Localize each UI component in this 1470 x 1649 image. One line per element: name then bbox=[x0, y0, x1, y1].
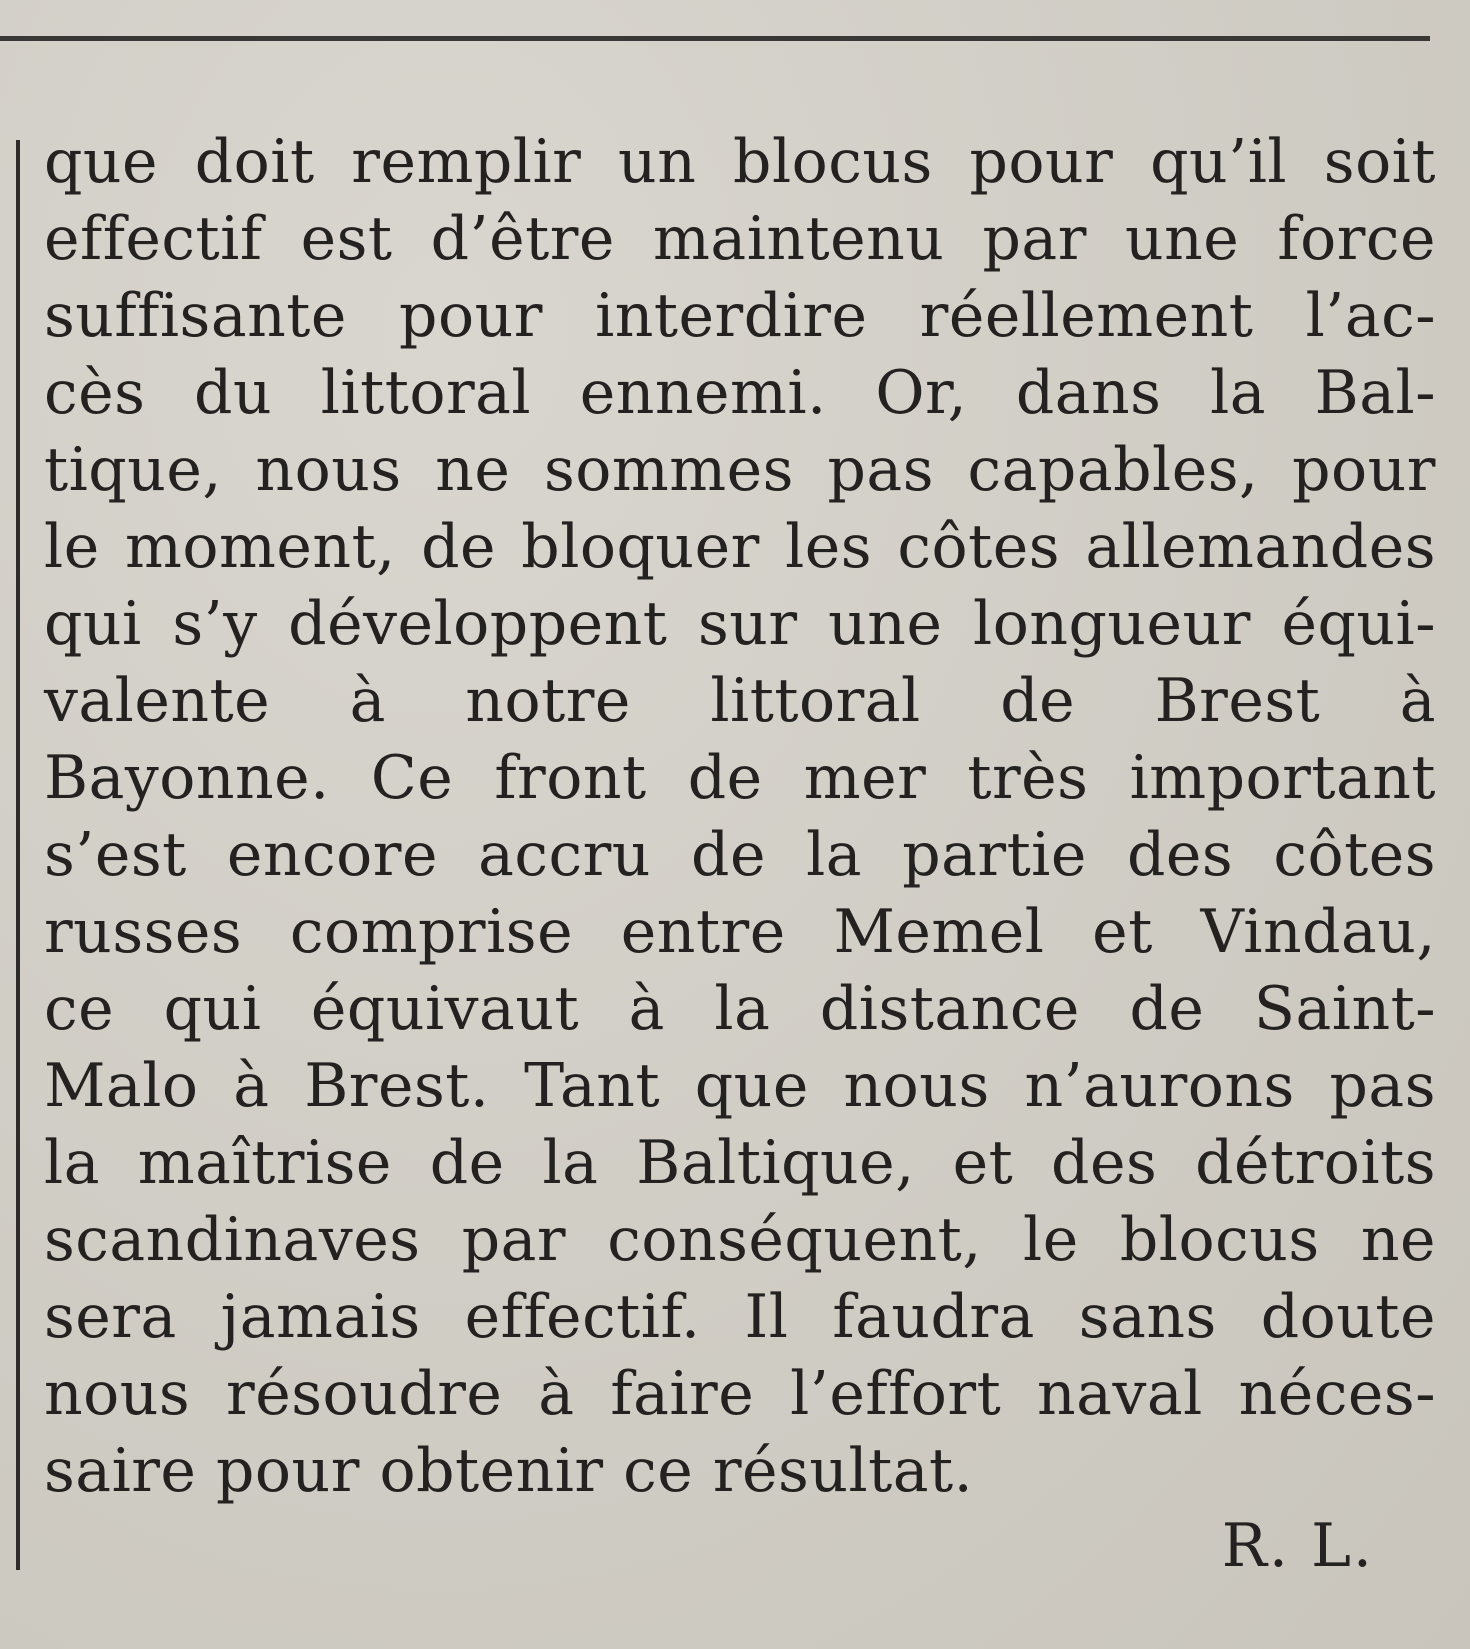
text-line: russes comprise entre Memel et Vindau, bbox=[44, 897, 1436, 967]
text-line: s’est encore accru de la partie des côtes bbox=[44, 820, 1436, 890]
text-line: le moment, de bloquer les côtes allemandes bbox=[44, 512, 1436, 582]
text-line: Bayonne. Ce front de mer très important bbox=[44, 743, 1436, 813]
text-line: la maîtrise de la Baltique, et des détroits bbox=[44, 1128, 1436, 1198]
text-line: qui s’y développent sur une longueur équi- bbox=[44, 589, 1436, 659]
text-line-last: saire pour obtenir ce résultat. bbox=[44, 1436, 974, 1506]
text-line: que doit remplir un blocus pour qu’il soit bbox=[44, 127, 1436, 197]
text-line: valente à notre littoral de Brest à bbox=[44, 666, 1436, 736]
text-line: scandinaves par conséquent, le blocus ne bbox=[44, 1205, 1436, 1275]
text-line: ce qui équivaut à la distance de Saint- bbox=[44, 974, 1436, 1044]
top-rule bbox=[0, 36, 1430, 41]
text-line: nous résoudre à faire l’effort naval néces- bbox=[44, 1359, 1436, 1429]
text-line: Malo à Brest. Tant que nous n’aurons pas bbox=[44, 1051, 1436, 1121]
text-line: cès du littoral ennemi. Or, dans la Bal- bbox=[44, 358, 1436, 428]
text-line: effectif est d’être maintenu par une force bbox=[44, 204, 1436, 274]
text-line: suffisante pour interdire réellement l’ac- bbox=[44, 281, 1436, 351]
text-line: sera jamais effectif. Il faudra sans doute bbox=[44, 1282, 1436, 1352]
article-text bbox=[44, 124, 1436, 1510]
author-signature: R. L. bbox=[1221, 1511, 1374, 1581]
text-line: tique, nous ne sommes pas capables, pour bbox=[44, 435, 1436, 505]
column-rule bbox=[16, 140, 20, 1570]
